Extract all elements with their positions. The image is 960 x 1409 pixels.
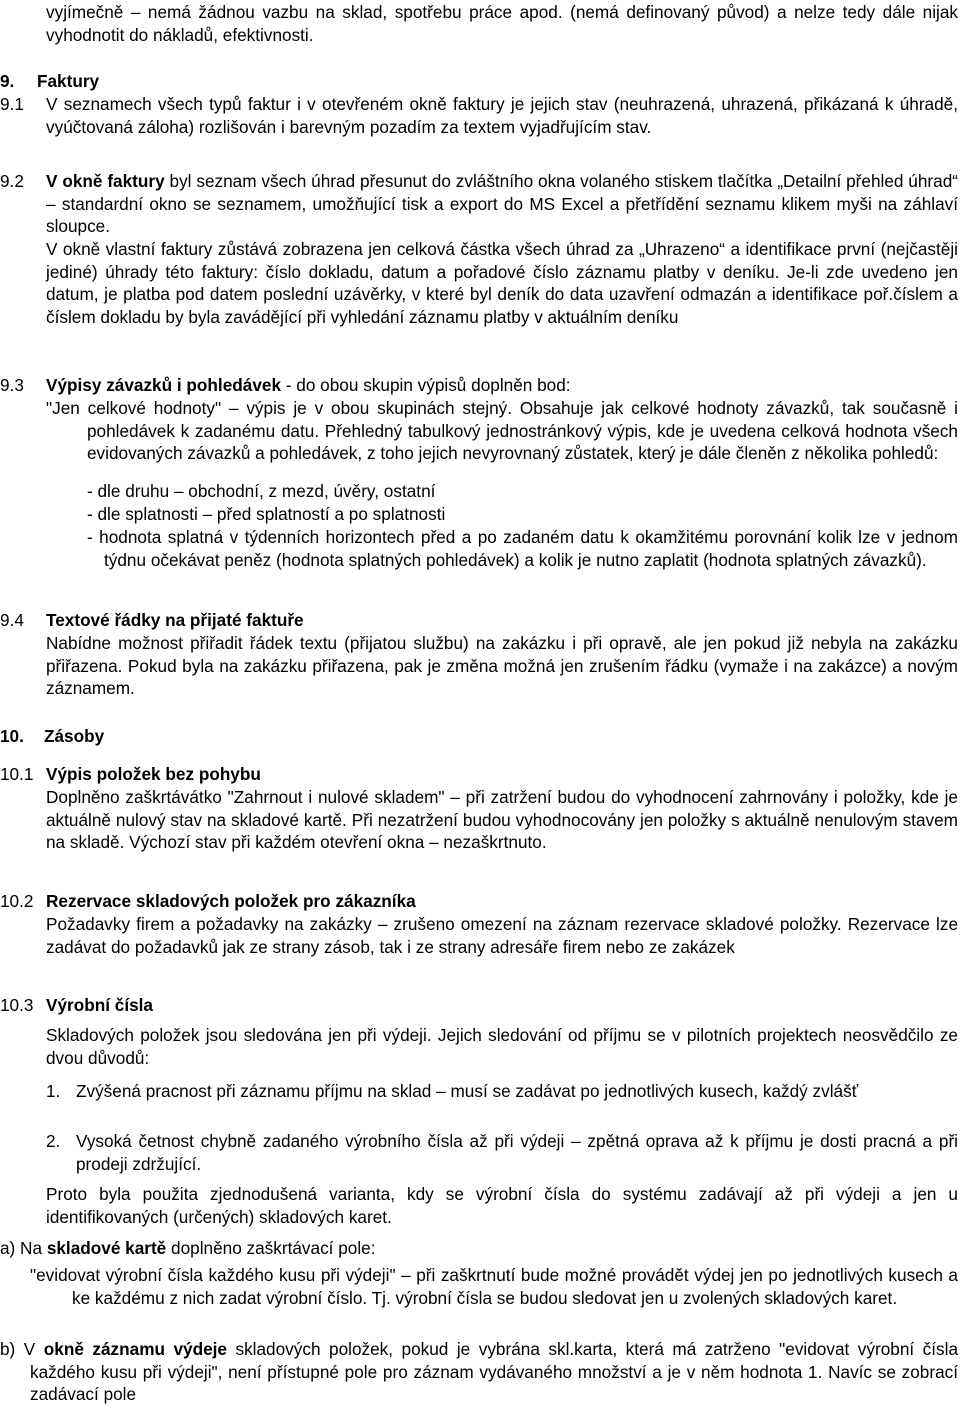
paragraph-9-3-head: [46, 374, 958, 397]
item-b: [0, 1338, 958, 1406]
item-b-text: skladových položek, pokud je vybrána skl.karta, která má zatrženo "evidovat výrobní čísla každého kusu při výdeji", není přístupné pole pro záznam vydávaného množství a je v něm hodnota 1. Navíc se zobrací zadávací pole: [30, 1339, 959, 1405]
item-a-text: doplněno zaškrtávací pole:: [166, 1238, 376, 1258]
paragraph-9-1: [0, 93, 958, 138]
item-a-label: a) Na: [0, 1238, 47, 1258]
paragraph-9-1-text: V seznamech všech typů faktur i v otevřeném okně faktury je jejich stav (neuhrazená, uhrazená, přikázaná k úhradě, vyúčtovaná záloha) rozlišován i barevným pozadím za textem vyjadřujícím stav.: [46, 94, 958, 137]
paragraph-9-4: [0, 609, 958, 632]
paragraph-9-3-bold: Výpisy závazků i pohledávek: [46, 375, 282, 395]
item-a-bold: skladové kartě: [46, 1238, 167, 1258]
list-item-1-number: 1.: [46, 1081, 61, 1101]
paragraph-10-1: [0, 763, 958, 786]
paragraph-9-3: [0, 374, 958, 397]
paragraph-10-2-text: Požadavky firem a požadavky na zakázky – zrušeno omezení na záznam rezervace skladové položky. Rezervace lze zadávat do požadavků jak ze strany zásob, tak i ze strany adresáře firem nebo ze zakázek: [46, 914, 958, 957]
paragraph-10-1-number: 10.1: [0, 764, 34, 784]
item-b-label: b) V: [0, 1339, 44, 1359]
paragraph-10-3: [0, 994, 958, 1017]
paragraph-10-1-bold: Výpis položek bez pohybu: [46, 764, 261, 784]
section-9-title: Faktury: [37, 71, 100, 91]
intro-paragraph: [46, 1, 958, 46]
paragraph-10-2: [0, 890, 958, 913]
paragraph-9-2-number: 9.2: [0, 171, 24, 191]
paragraph-9-2-body: [46, 170, 958, 238]
paragraph-10-3-text: Skladových položek jsou sledována jen při výdeji. Jejich sledování od příjmu se v pilotních projektech neosvědčilo ze dvou důvodů:: [46, 1025, 958, 1068]
paragraph-9-3-dash-2: - dle splatnosti – před splatností a po splatnosti: [87, 504, 446, 524]
section-10-heading: [0, 725, 958, 748]
list-item-1: [46, 1080, 958, 1103]
paragraph-9-1-number: 9.1: [0, 94, 24, 114]
paragraph-9-2: [0, 170, 958, 238]
paragraph-9-3-dash-1: - dle druhu – obchodní, z mezd, úvěry, ostatní: [87, 481, 436, 501]
paragraph-9-2-text-2: V okně vlastní faktury zůstává zobrazena jen celková částka všech úhrad za „Uhrazeno“ a identifikace první (nejčastěji jediné) úhrady této faktury: číslo dokladu, datum a pořadové číslo záznamu platby v deníku. Je-li zde uvedeno jen datum, je platba pod datem poslední uzávěrky, v které byl deník do data uzavření odmazán a identifikace poř.číslem a číslem dokladu by byla zavádějící při vyhledání záznamu platby v aktuálním deníku: [46, 239, 958, 327]
paragraph-10-3-after: Proto byla použita zjednodušená varianta, kdy se výrobní čísla do systému zadávají až při výdeji a jen u identifikovaných (určených) skladových karet.: [46, 1184, 958, 1227]
list-item-1-text: Zvýšená pracnost při záznamu příjmu na sklad – musí se zadávat po jednotlivých kusech, každý zvlášť: [76, 1081, 859, 1101]
paragraph-9-3-number: 9.3: [0, 375, 24, 395]
paragraph-10-2-number: 10.2: [0, 891, 34, 911]
paragraph-10-1-text: Doplněno zaškrtávátko "Zahrnout i nulové skladem" – při zatržení budou do vyhodnocení zahrnovány i položky, kde je aktuálně nulový stav na skladové kartě. Při nezatržení budou vyhodnocovány jen položky s aktuálně nenulovým stavem na skladě. Výchozí stav při každém otevření okna – nezaškrtnuto.: [46, 787, 958, 853]
item-a-quote: "evidovat výrobní čísla každého kusu při výdeji" – při zaškrtnutí bude možné provádět výdej jen po jednotlivých kusech a ke každému z nich zadat výrobní číslo. Tj. výrobní čísla se budou sledovat jen u zvolených skladových karet.: [30, 1265, 958, 1308]
paragraph-10-3-bold: Výrobní čísla: [46, 995, 153, 1015]
paragraph-10-2-bold: Rezervace skladových položek pro zákazníka: [46, 891, 416, 911]
item-b-bold: okně záznamu výdeje: [43, 1339, 227, 1359]
paragraph-9-4-number: 9.4: [0, 610, 24, 630]
paragraph-10-3-number: 10.3: [0, 995, 34, 1015]
paragraph-9-3-body: [46, 397, 958, 465]
paragraph-9-2-bold: V okně faktury: [46, 171, 165, 191]
paragraph-9-2-text: byl seznam všech úhrad přesunut do zvláštního okna volaného stiskem tlačítka „Detailní přehled úhrad“ – standardní okno se seznamem, umožňující tisk a export do MS Excel a přetřídění seznamu klikem myši na záhlaví sloupce.: [46, 171, 958, 237]
section-10-number: 10.: [0, 726, 24, 746]
list-item-2-text: Vysoká četnost chybně zadaného výrobního čísla až při výdeji – zpětná oprava až k příjmu je dosti pracná a při prodeji zdržující.: [76, 1131, 958, 1174]
paragraph-9-4-text: Nabídne možnost přiřadit řádek textu (přijatou službu) na zakázku i při opravě, ale jen pokud již nebyla na zakázku přiřazena. Pokud byla na zakázku přiřazena, pak je změna možná jen zrušením řádku (vymaže i na zakázce) a novým záznamem.: [46, 633, 958, 699]
intro-text: vyjímečně – nemá žádnou vazbu na sklad, spotřebu práce apod. (nemá definovaný původ) a nelze tedy dále nijak vyhodnotit do nákladů, efektivnosti.: [46, 2, 958, 45]
list-item-2: [46, 1130, 958, 1175]
section-10-title: Zásoby: [44, 726, 105, 746]
item-a: [0, 1237, 958, 1260]
list-item-2-number: 2.: [46, 1131, 61, 1151]
paragraph-9-3-dash-3: - hodnota splatná v týdenních horizontech před a po zadaném datu k okamžitému porovnání kolik lze v jednom týdnu očekávat peněz (hodnota splatných pohledávek) a kolik je nutno zaplatit (hodnota splatných závazků).: [87, 527, 958, 570]
section-9-heading: [0, 70, 958, 93]
section-9-number: 9.: [0, 71, 15, 91]
paragraph-9-3-description: "Jen celkové hodnoty" – výpis je v obou skupinách stejný. Obsahuje jak celkové hodnoty závazků, tak současně i pohledávek k zadanému datu. Přehledný tabulkový jednostránkový výpis, kde je uvedena celková hodnota všech evidovaných závazků a pohledávek, z toho jejich nevyrovnaný zůstatek, který je dále členěn z několika pohledů:: [46, 398, 958, 464]
paragraph-9-4-bold: Textové řádky na přijaté faktuře: [46, 610, 304, 630]
paragraph-9-3-text: - do obou skupin výpisů doplněn bod:: [281, 375, 571, 395]
